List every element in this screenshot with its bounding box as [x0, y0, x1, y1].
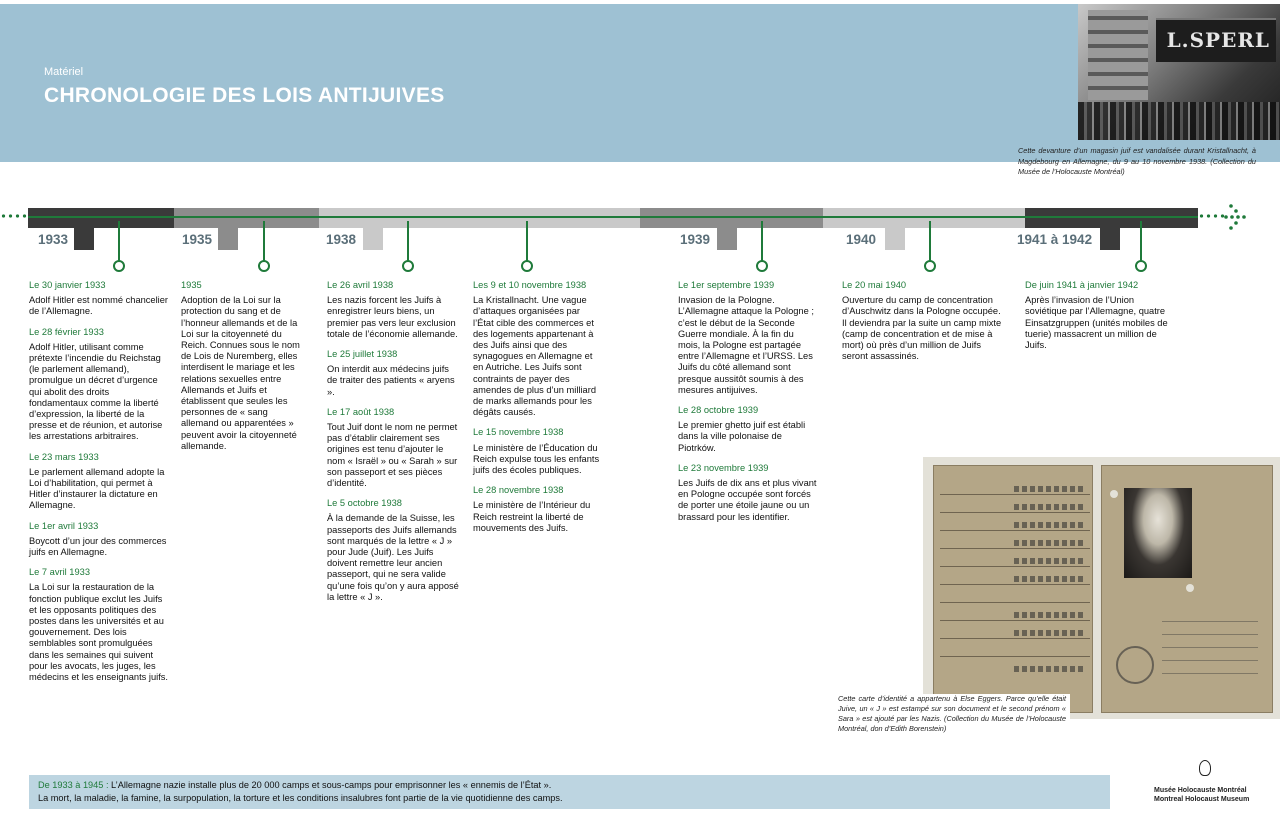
year-label-1933: 1933: [38, 232, 69, 247]
event-date: Le 15 novembre 1938: [473, 427, 564, 438]
event-text: Les nazis forcent les Juifs à enregistrer leurs biens, un premier pas vers leur exclusion totale de l’économie allemande.: [327, 295, 458, 339]
id-card-right-page: [1101, 465, 1273, 713]
event-date: Le 1er avril 1933: [29, 520, 99, 531]
identity-card-caption: Cette carte d’identité a appartenu à Else Eggers. Parce qu’elle était Juive, un « J » est estampé sur son document et le second prénom « Sara » est ajouté par les Nazis. (Collection du Musée de l’Holocauste Montréal, don d’Edith Borenstein): [836, 694, 1070, 736]
year-label-1939: 1939: [680, 232, 711, 247]
event-date: Le 23 mars 1933: [29, 451, 99, 462]
storefront-photo-caption: Cette devanture d’un magasin juif est vandalisée durant Kristallnacht, à Magdebourg en Allemagne, du 9 au 10 novembre 1938. (Collection du Musée de l’Holocauste Montréal): [1018, 146, 1256, 176]
event-text: Après l’invasion de l’Union soviétique par l’Allemagne, quatre Einsatzgruppen (unités mobiles de tuerie) massacrent un million de Juifs.: [1025, 295, 1168, 351]
event-text: Adolf Hitler, utilisant comme prétexte l’incendie du Reichstag (le parlement allemand), promulgue un décret d’urgence qui abolit des droits fondamentaux comme la liberté d’expression, la liberté de la presse et de réunion, et autorise les arrestations arbitraires.: [29, 341, 163, 442]
logo-line-en: Montreal Holocaust Museum: [1154, 796, 1250, 803]
connector-dot-1940: [924, 260, 936, 272]
timeline-segment-1933: [28, 208, 174, 228]
event-date: Le 17 août 1938: [327, 406, 395, 417]
year-block-1940: [885, 228, 905, 250]
event-text: Le premier ghetto juif est établi dans la ville polonaise de Piotrków.: [678, 420, 806, 453]
timeline-dots-left: [0, 213, 30, 219]
event-text: Adoption de la Loi sur la protection du sang et de l’honneur allemands et de la Loi sur la citoyenneté du Reich. Connues sous le nom de Lois de Nuremberg, elles interdisent le mariage et les relations sexuelles entre Allemands et Juifs et établissent que seules les personnes de « sang allemand ou apparentées » peuvent avoir la citoyenneté allemande.: [181, 295, 300, 451]
timeline-segment-1940: [823, 208, 1025, 228]
connector-dot-1941: [1135, 260, 1147, 272]
connector-1938b: [526, 221, 528, 261]
event-text: Tout Juif dont le nom ne permet pas d’établir clairement ses origines est tenu d’ajouter le nom « Israël » ou « Sarah » sur son passeport et ses pièces d’identité.: [327, 422, 458, 489]
year-block-1935: [218, 228, 238, 250]
event-text: Le ministère de l’Éducation du Reich expulse tous les enfants juifs des écoles publiques.: [473, 442, 600, 476]
timeline-line: [28, 216, 1198, 218]
event-date: Le 1er septembre 1939: [678, 280, 775, 290]
event-text: Boycott d’un jour des commerces juifs en Allemagne.: [29, 535, 167, 558]
event-text: Ouverture du camp de concentration d’Auschwitz dans la Pologne occupée. Il deviendra par la suite un camp mixte (camp de concentration et de mise à mort) où près d’un million de Juifs seront assassinés.: [842, 295, 1002, 362]
column-1939: [678, 280, 818, 532]
year-block-1941: [1100, 228, 1120, 250]
year-block-1938: [363, 228, 383, 250]
timeline-segment-1939: [640, 208, 823, 228]
event-text: Les Juifs de dix ans et plus vivant en Pologne occupée sont forcés de porter une étoile jaune ou un brassard pour les identifier.: [678, 478, 817, 522]
column-1938-a: [327, 280, 459, 612]
connector-1935: [263, 221, 265, 261]
year-block-1933: [74, 228, 94, 250]
event-date: Les 9 et 10 novembre 1938: [473, 280, 587, 290]
page-title: CHRONOLOGIE DES LOIS ANTIJUIVES: [44, 84, 445, 107]
connector-dot-1939: [756, 260, 768, 272]
identity-card-photo: [923, 457, 1280, 719]
connector-dot-1938b: [521, 260, 533, 272]
timeline-arrow-icon: [1222, 203, 1248, 231]
event-date: Le 28 février 1933: [29, 326, 104, 337]
event-date: Le 7 avril 1933: [29, 567, 90, 578]
event-text: Le parlement allemand adopte la Loi d’habilitation, qui permet à Hitler d’instaurer la dictature en Allemagne.: [29, 466, 165, 511]
year-block-1939: [717, 228, 737, 250]
connector-1938a: [407, 221, 409, 261]
event-date: Le 30 janvier 1933: [29, 280, 106, 290]
timeline-segment-1938: [319, 208, 640, 228]
event-date: Le 25 juillet 1938: [327, 349, 398, 360]
connector-1933: [118, 221, 120, 261]
photo-shop-sign-text: L.SPERL: [1166, 28, 1270, 52]
footer-line-1: [38, 779, 1101, 792]
year-label-1938: 1938: [326, 232, 357, 247]
timeline-segment-1941: [1025, 208, 1198, 228]
event-text: La Kristallnacht. Une vague d’attaques organisées par l’État cible des commerces et des logements appartenant à des Juifs ainsi que des synagogues en Allemagne et en Autriche. Les Juifs sont contraints de payer des amendes de plus d’un milliard de marks allemands pour les dégâts causés.: [473, 295, 596, 418]
event-date: Le 20 mai 1940: [842, 280, 907, 290]
id-portrait-photo: [1124, 488, 1192, 578]
photo-facade: [1088, 10, 1148, 100]
event-date: Le 5 octobre 1938: [327, 498, 402, 509]
connector-1941: [1140, 221, 1142, 261]
photo-shop-sign: [1156, 18, 1276, 62]
event-date: Le 28 octobre 1939: [678, 405, 759, 416]
connector-1940: [929, 221, 931, 261]
connector-dot-1935: [258, 260, 270, 272]
event-text: Invasion de la Pologne. L’Allemagne attaque la Pologne ; c’est le début de la Seconde Guerre mondiale. À la fin du mois, la Pologne est partagée entre l’Allemagne et l’URSS. Les Juifs du côté allemand sont presque aussitôt soumis à des mesures antijuives.: [678, 295, 814, 395]
connector-dot-1938a: [402, 260, 414, 272]
flame-icon: [1199, 760, 1211, 776]
logo-line-fr: Musée Holocauste Montréal: [1154, 787, 1247, 794]
id-card-left-page: [933, 465, 1093, 713]
connector-1939: [761, 221, 763, 261]
year-label-1935: 1935: [182, 232, 213, 247]
event-date: Le 23 novembre 1939: [678, 462, 769, 473]
column-1935: [181, 280, 303, 461]
footer-note: [29, 775, 1110, 809]
event-text: Le ministère de l’Intérieur du Reich restreint la liberté de mouvements des Juifs.: [473, 500, 591, 533]
footer-line-2: La mort, la maladie, la famine, la surpopulation, la torture et les conditions insalubres font partie de la vie quotidienne des camps.: [38, 792, 563, 803]
column-1940: [842, 280, 1002, 371]
connector-dot-1933: [113, 260, 125, 272]
header-kicker: Matériel: [44, 66, 84, 78]
photo-crowd: [1078, 102, 1280, 140]
year-label-1941-1942: 1941 à 1942: [1017, 232, 1093, 247]
timeline-segment-1935: [174, 208, 319, 228]
event-text: À la demande de la Suisse, les passeports des Juifs allemands sont marqués de la lettre « J » pour Jude (Juif). Les Juifs doivent remettre leur ancien passeport, qui ne sera valide qu’une fois qu’on y aura apposé la lettre « J ».: [327, 513, 459, 602]
event-text: La Loi sur la restauration de la fonction publique exclut les Juifs et les opposants politiques des postes dans les universités et au gouvernement. Des lois semblables sont promulguées dans les semaines qui suivent pour les avocats, les juges, les médecins et les enseignants juifs.: [29, 582, 169, 683]
museum-logo: [1150, 760, 1260, 804]
id-signature-lines: [1162, 616, 1258, 686]
footer-highlight: De 1933 à 1945 :: [38, 780, 109, 790]
column-1941-1942: [1025, 280, 1177, 360]
column-1938-b: [473, 280, 603, 543]
footer-line-1-text: L’Allemagne nazie installe plus de 20 000 camps et sous-camps pour emprisonner les « ennemis de l’État ».: [108, 780, 552, 790]
event-text: On interdit aux médecins juifs de traiter des patients « aryens ».: [327, 364, 455, 397]
event-date: Le 28 novembre 1938: [473, 485, 564, 496]
column-1933: [29, 280, 169, 692]
storefront-photo: [1078, 4, 1280, 140]
event-date: 1935: [181, 280, 202, 290]
event-date: Le 26 avril 1938: [327, 280, 394, 290]
event-date: De juin 1941 à janvier 1942: [1025, 280, 1139, 290]
year-label-1940: 1940: [846, 232, 877, 247]
event-text: Adolf Hitler est nommé chancelier de l’Allemagne.: [29, 295, 168, 317]
id-stamp-seal: [1116, 646, 1154, 684]
